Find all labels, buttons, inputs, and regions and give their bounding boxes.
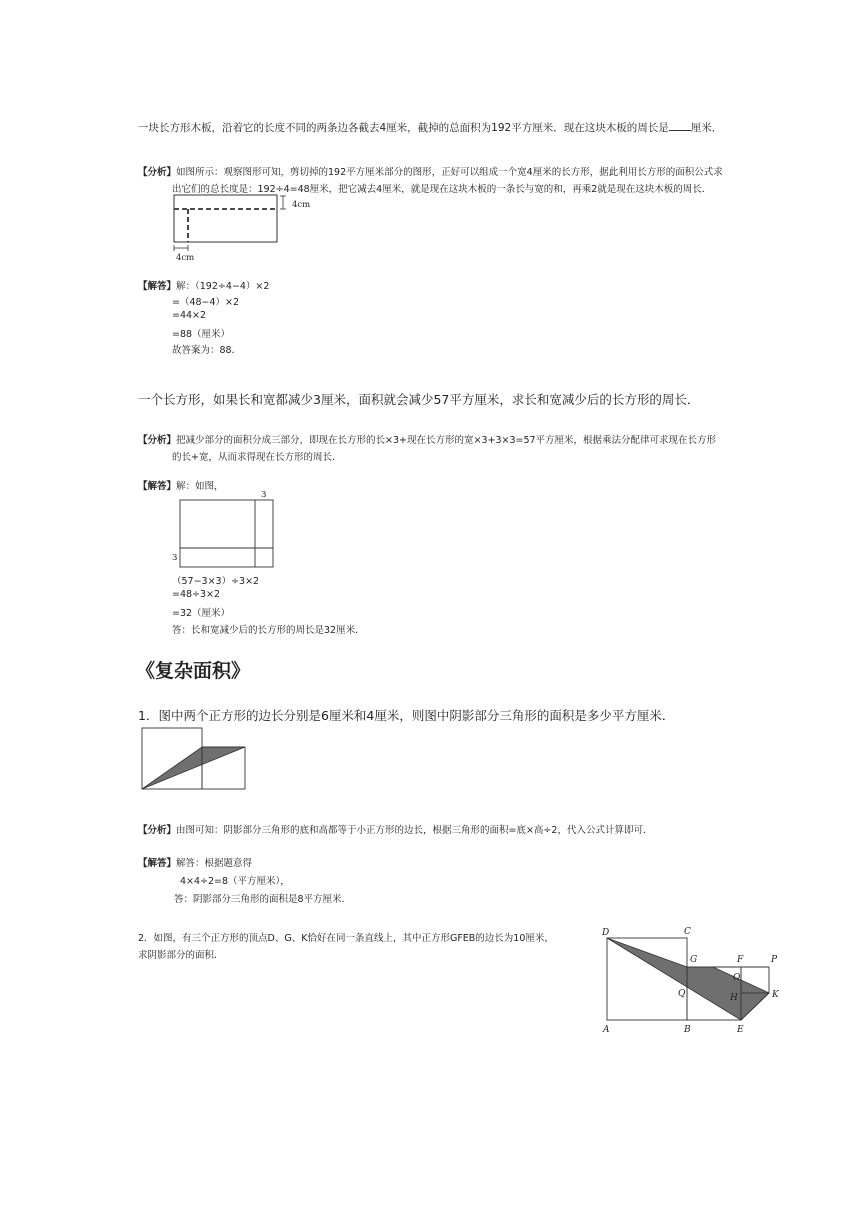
problem-2-answer-line-3: =32（厘米）	[172, 608, 231, 619]
answer-tag: 【解答】	[138, 858, 177, 869]
label-O: O	[733, 973, 741, 983]
problem-2-answer-line-1: （57−3×3）÷3×2	[172, 576, 260, 587]
analysis-line-1: 如图所示：观察图形可知，剪切掉的192平方厘米部分的图形，正好可以组成一个宽4厘米的长方形，据此利用长方形的面积公式求	[176, 167, 723, 178]
answer-line-4: =88（厘米）	[172, 329, 231, 340]
problem-3-answer-line-2: 4×4÷2=8（平方厘米），	[180, 876, 290, 887]
analysis-tag: 【分析】	[138, 435, 177, 446]
label-A: A	[603, 1025, 610, 1035]
label-C: C	[684, 927, 691, 937]
answer-tag: 【解答】	[138, 281, 177, 292]
problem-1-question-text: 一块长方形木板，沿着它的长度不同的两条边各截去4厘米，截掉的总面积为192平方厘米．现在这块木板的周长是	[138, 122, 669, 134]
problem-4-question-line-1: 2．如图，有三个正方形的顶点D、G、K恰好在同一条直线上，其中正方形GFEB的边长为10厘米，	[138, 933, 554, 944]
shaded-region	[607, 938, 769, 1020]
label-P: P	[771, 955, 778, 965]
problem-1-question-end: 厘米．	[690, 122, 723, 134]
problem-3-answer-line-3: 答：阴影部分三角形的面积是8平方厘米．	[174, 894, 352, 905]
fig-1-label-bottom: 4cm	[176, 253, 195, 263]
label-K: K	[772, 990, 779, 1000]
fig-2-label-left: 3	[172, 553, 178, 563]
answer-line-2: =（48−4）×2	[172, 297, 240, 308]
label-Q: Q	[678, 989, 686, 999]
label-D: D	[602, 928, 610, 938]
analysis-text: 由图可知：阴影部分三角形的底和高都等于小正方形的边长，根据三角形的面积=底×高÷2，代入公式计算即可．	[176, 825, 653, 836]
problem-2-analysis-line-2: 的长+宽，从而求得现在长方形的周长．	[172, 452, 342, 463]
answer-intro: 解：如图，	[176, 481, 224, 492]
label-H: H	[730, 993, 738, 1003]
answer-line-3: =44×2	[172, 310, 207, 321]
answer-tag: 【解答】	[138, 481, 177, 492]
label-F: F	[737, 955, 744, 965]
fig-2-label-top: 3	[261, 490, 267, 500]
fig-1-label-right: 4cm	[292, 200, 311, 210]
label-G: G	[690, 955, 698, 965]
analysis-tag: 【分析】	[138, 167, 177, 178]
problem-4-question-line-2: 求阴影部分的面积．	[138, 950, 224, 961]
analysis-line-1: 把减少部分的面积分成三部分，即现在长方形的长×3+现在长方形的宽×3+3×3=57平方厘米，根据乘法分配律可求现在长方形	[176, 435, 717, 446]
problem-2-answer-line-2: =48÷3×2	[172, 589, 221, 600]
problem-3-question: 1．图中两个正方形的边长分别是6厘米和4厘米，则图中阴影部分三角形的面积是多少平方厘米．	[138, 708, 675, 723]
label-E: E	[737, 1025, 744, 1035]
answer-line-1: 解：（192÷4−4）×2	[176, 281, 270, 292]
problem-1-analysis-line-2: 出它们的总长度是：192÷4=48厘米，把它减去4厘米，就是现在这块木板的一条长与宽的和，再乘2就是现在这块木板的周长．	[172, 184, 712, 195]
answer-line-1: 解答：根据题意得	[176, 858, 253, 869]
analysis-tag: 【分析】	[138, 825, 177, 836]
answer-line-5: 故答案为：88．	[172, 345, 242, 356]
problem-2-question: 一个长方形，如果长和宽都减少3厘米，面积就会减少57平方厘米，求长和宽减少后的长方形的周长．	[138, 392, 700, 407]
problem-2-answer-line-4: 答：长和宽减少后的长方形的周长是32厘米．	[172, 625, 365, 636]
section-title: 《复杂面积》	[136, 660, 251, 682]
label-B: B	[684, 1025, 691, 1035]
